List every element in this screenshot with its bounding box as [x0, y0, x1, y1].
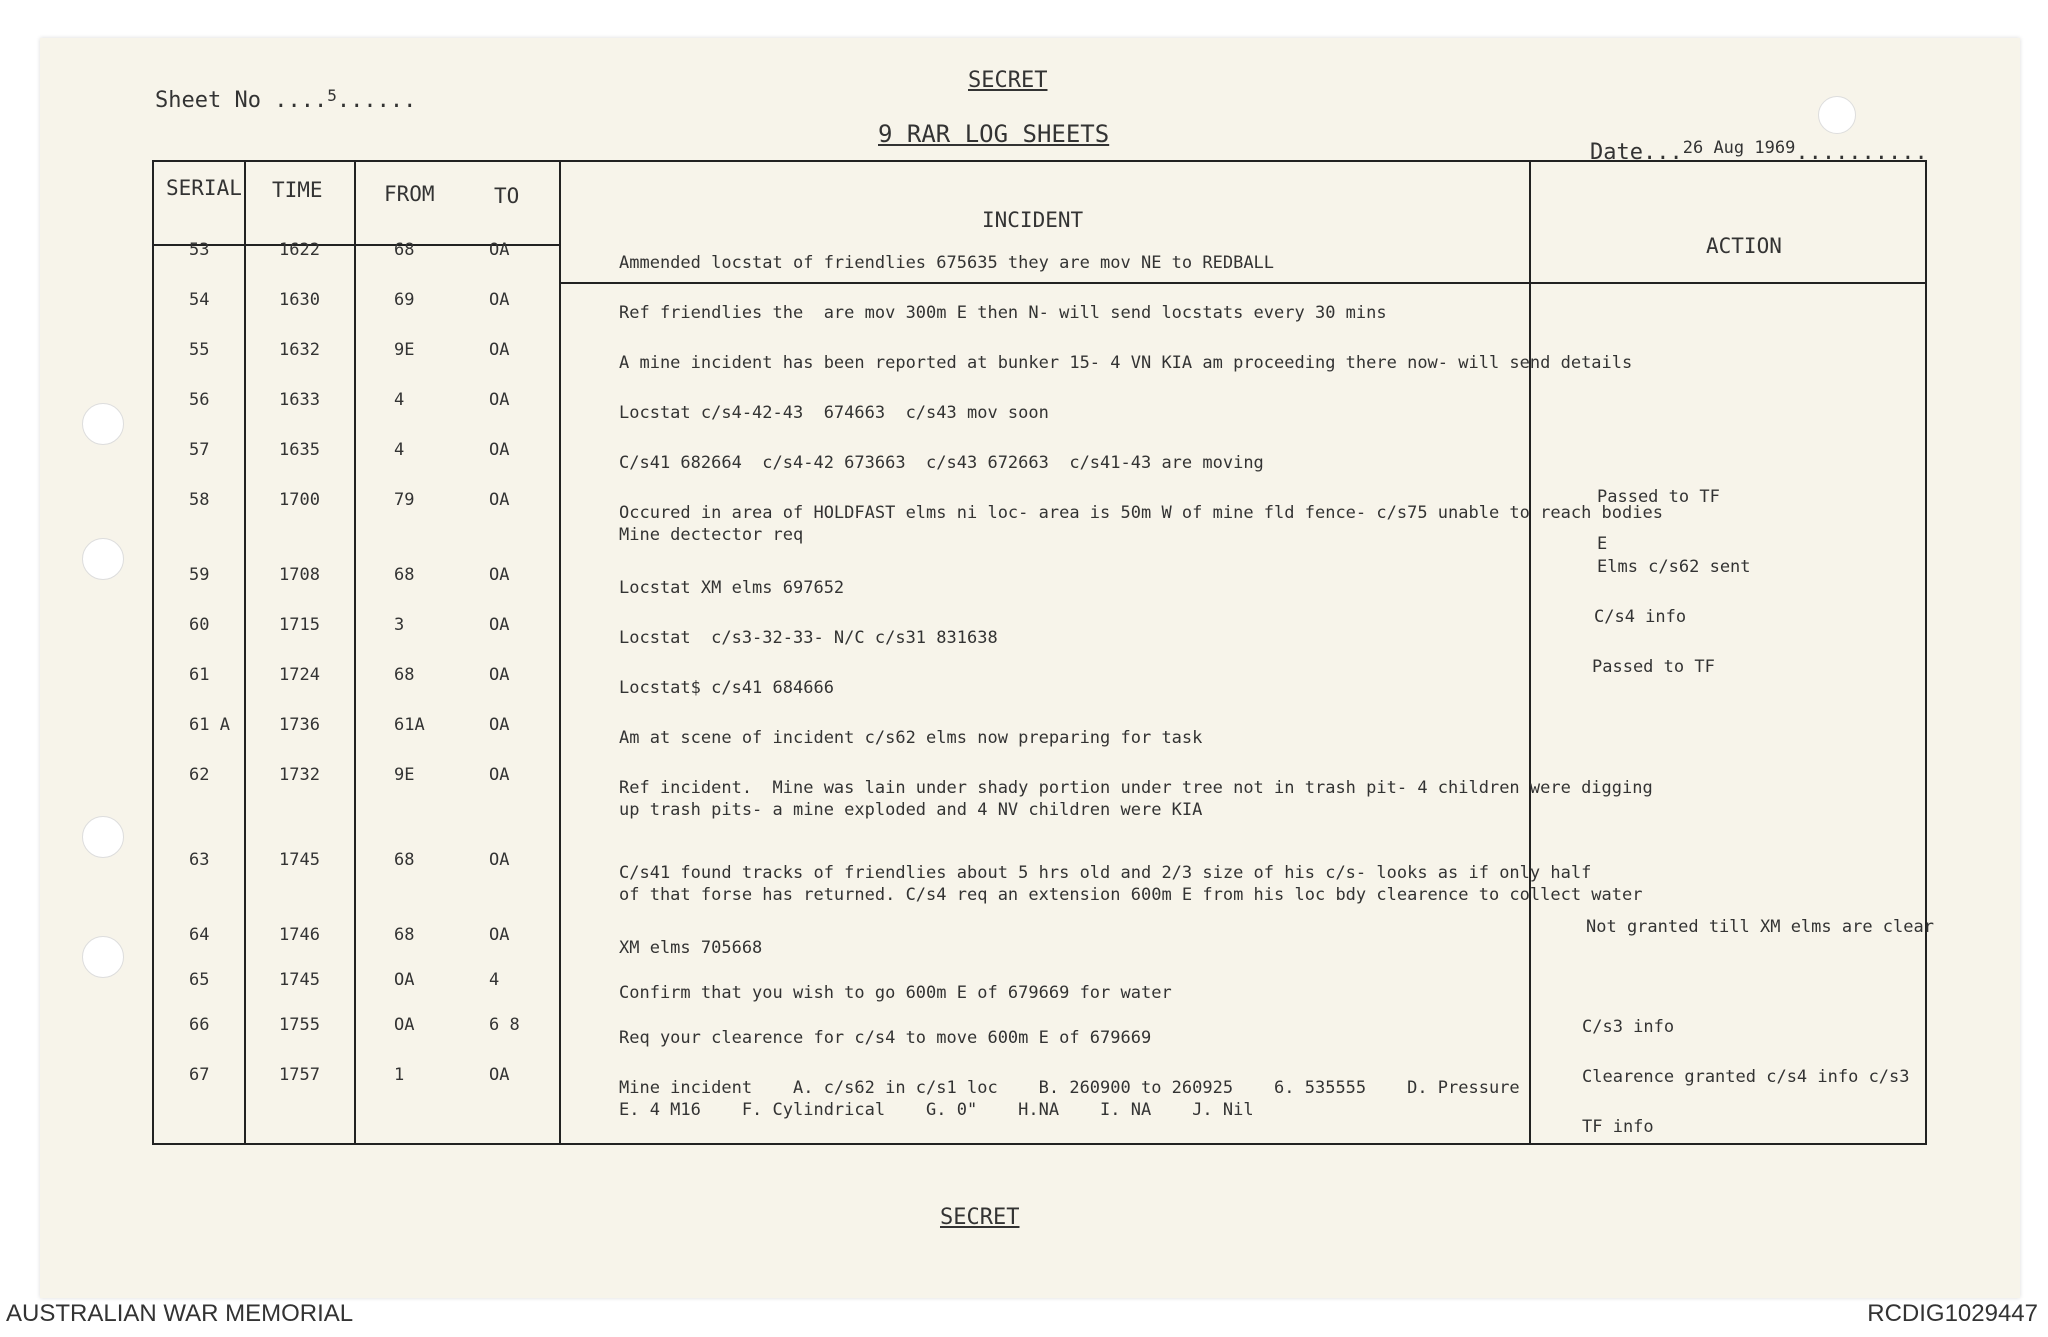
time-cell: 1700 [279, 490, 320, 510]
incident-cell: Ref friendlies the are mov 300m E then N- will send locstats every 30 mins [619, 303, 1387, 323]
column-header-from: FROM [384, 182, 435, 206]
to-cell: OA [489, 340, 510, 360]
time-cell: 1630 [279, 290, 320, 310]
to-cell: OA [489, 390, 510, 410]
log-table [152, 160, 1934, 1145]
column-header-time: TIME [272, 178, 323, 202]
to-cell: OA [489, 490, 510, 510]
action-entry: Not granted till XM elms are clear [1586, 917, 1934, 937]
punch-hole [1818, 96, 1856, 134]
time-cell: 1755 [279, 1015, 320, 1035]
time-cell: 1633 [279, 390, 320, 410]
serial-cell: 64 [189, 925, 210, 945]
serial-cell: 58 [189, 490, 210, 510]
from-cell: 68 [394, 665, 415, 685]
from-cell: 68 [394, 240, 415, 260]
action-entry: E [1597, 534, 1608, 554]
from-cell: 9E [394, 340, 415, 360]
incident-cell: Locstat XM elms 697652 [619, 578, 845, 598]
from-cell: 69 [394, 290, 415, 310]
action-entry: C/s4 info [1594, 607, 1687, 627]
table-row [154, 765, 1925, 820]
incident-cell: Ref incident. Mine was lain under shady portion under tree not in trash pit- 4 children were digging up trash pits- a mine exploded and 4 NV children were KIA [619, 778, 1653, 820]
to-cell: OA [489, 665, 510, 685]
to-cell: OA [489, 1065, 510, 1085]
from-cell: 68 [394, 925, 415, 945]
from-cell: 4 [394, 440, 405, 460]
serial-cell: 59 [189, 565, 210, 585]
table-row [154, 390, 1925, 438]
incident-cell: XM elms 705668 [619, 938, 763, 958]
to-cell: OA [489, 615, 510, 635]
incident-cell: C/s41 found tracks of friendlies about 5 hrs old and 2/3 size of his c/s- looks as if only half of that forse has returned. C/s4 req an extension 600m E from his loc bdy clearence to collect water [619, 863, 1643, 905]
serial-cell: 65 [189, 970, 210, 990]
from-cell: 4 [394, 390, 405, 410]
date-field: Date...$^{26 Aug 1969}$.......... [1590, 138, 1928, 165]
time-cell: 1715 [279, 615, 320, 635]
from-cell: 9E [394, 765, 415, 785]
incident-cell: C/s41 682664 c/s4-42 673663 c/s43 672663 c/s41-43 are moving [619, 453, 1264, 473]
from-cell: 79 [394, 490, 415, 510]
from-cell: 3 [394, 615, 405, 635]
to-cell: OA [489, 565, 510, 585]
sheet-number: Sheet No ....$^5$...... [155, 86, 417, 113]
to-cell: 4 [489, 970, 500, 990]
time-cell: 1632 [279, 340, 320, 360]
time-cell: 1635 [279, 440, 320, 460]
table-row [154, 970, 1925, 1018]
from-cell: 1 [394, 1065, 405, 1085]
incident-cell: Locstat c/s3-32-33- N/C c/s31 831638 [619, 628, 998, 648]
punch-hole [82, 538, 124, 580]
time-cell: 1622 [279, 240, 320, 260]
punch-hole [82, 403, 124, 445]
from-cell: 68 [394, 565, 415, 585]
table-row [154, 850, 1925, 905]
serial-cell: 57 [189, 440, 210, 460]
serial-cell: 63 [189, 850, 210, 870]
punch-hole [82, 936, 124, 978]
column-header-to: TO [494, 184, 520, 208]
page-title: 9 RAR LOG SHEETS [878, 120, 1110, 148]
to-cell: 6 8 [489, 1015, 520, 1035]
time-cell: 1757 [279, 1065, 320, 1085]
table-row [154, 440, 1925, 488]
table-row [154, 715, 1925, 763]
to-cell: OA [489, 925, 510, 945]
to-cell: OA [489, 715, 510, 735]
to-cell: OA [489, 850, 510, 870]
to-cell: OA [489, 765, 510, 785]
time-cell: 1708 [279, 565, 320, 585]
classification-bottom: SECRET [940, 1205, 1020, 1230]
incident-cell: Req your clearence for c/s4 to move 600m E of 679669 [619, 1028, 1152, 1048]
serial-cell: 56 [189, 390, 210, 410]
from-cell: 61A [394, 715, 425, 735]
time-cell: 1745 [279, 850, 320, 870]
serial-cell: 66 [189, 1015, 210, 1035]
serial-cell: 54 [189, 290, 210, 310]
incident-cell: Ammended locstat of friendlies 675635 they are mov NE to REDBALL [619, 253, 1275, 273]
from-cell: OA [394, 1015, 415, 1035]
serial-cell: 67 [189, 1065, 210, 1085]
incident-cell: A mine incident has been reported at bunker 15- 4 VN KIA am proceeding there now- will send details [619, 353, 1633, 373]
action-entry: Passed to TF [1592, 657, 1715, 677]
serial-cell: 62 [189, 765, 210, 785]
action-entry: Passed to TF [1597, 487, 1720, 507]
time-cell: 1736 [279, 715, 320, 735]
column-header-action: ACTION [1706, 234, 1782, 258]
action-entry: TF info [1582, 1117, 1654, 1137]
serial-cell: 60 [189, 615, 210, 635]
incident-cell: Locstat c/s4-42-43 674663 c/s43 mov soon [619, 403, 1049, 423]
time-cell: 1732 [279, 765, 320, 785]
column-header-serial: SERIAL [166, 176, 242, 200]
column-header-incident: INCIDENT [982, 208, 1084, 232]
serial-cell: 55 [189, 340, 210, 360]
table-row [154, 240, 1925, 288]
table-row [154, 340, 1925, 388]
serial-cell: 53 [189, 240, 210, 260]
serial-cell: 61 A [189, 715, 230, 735]
punch-hole [82, 816, 124, 858]
incident-cell: Am at scene of incident c/s62 elms now preparing for task [619, 728, 1203, 748]
time-cell: 1746 [279, 925, 320, 945]
incident-cell: Confirm that you wish to go 600m E of 679669 for water [619, 983, 1172, 1003]
serial-cell: 61 [189, 665, 210, 685]
from-cell: 68 [394, 850, 415, 870]
time-cell: 1724 [279, 665, 320, 685]
action-entry: Elms c/s62 sent [1597, 557, 1751, 577]
incident-cell: Mine incident A. c/s62 in c/s1 loc B. 260900 to 260925 6. 535555 D. Pressure E. 4 M16 F. Cylindrical G. 0" H.NA I. NA J. Nil [619, 1078, 1520, 1120]
time-cell: 1745 [279, 970, 320, 990]
footer-source: AUSTRALIAN WAR MEMORIAL [6, 1300, 354, 1327]
incident-cell: Occured in area of HOLDFAST elms ni loc- area is 50m W of mine fld fence- c/s75 unable to reach bodies Mine dectector req [619, 503, 1663, 545]
from-cell: OA [394, 970, 415, 990]
table-row [154, 290, 1925, 338]
to-cell: OA [489, 290, 510, 310]
action-entry: C/s3 info [1582, 1017, 1675, 1037]
footer-id: RCDIG1029447 [1867, 1300, 2038, 1327]
classification-top: SECRET [968, 68, 1048, 93]
action-entry: Clearence granted c/s4 info c/s3 [1582, 1067, 1910, 1087]
to-cell: OA [489, 240, 510, 260]
to-cell: OA [489, 440, 510, 460]
incident-cell: Locstat$ c/s41 684666 [619, 678, 834, 698]
